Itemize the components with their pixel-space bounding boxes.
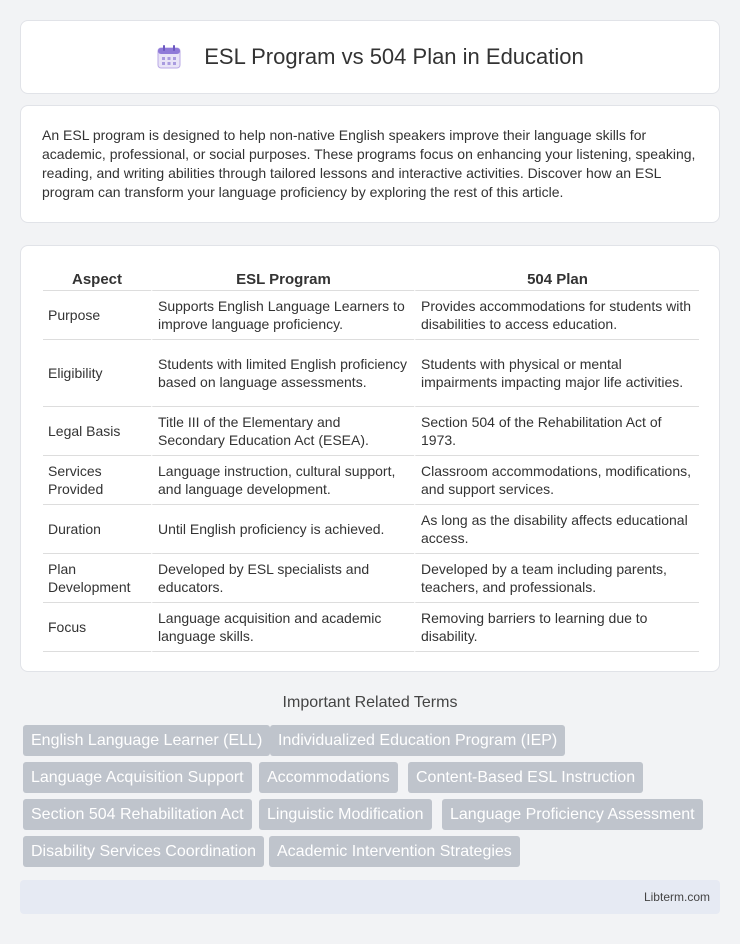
tag-content-based-esl[interactable]: Content-Based ESL Instruction <box>408 762 643 793</box>
cell-aspect: Duration <box>43 505 151 554</box>
tag-linguistic-modification[interactable]: Linguistic Modification <box>259 799 432 830</box>
comparison-table-card <box>20 245 720 672</box>
tag-section-504[interactable]: Section 504 Rehabilitation Act <box>23 799 252 830</box>
cell-aspect: Focus <box>43 603 151 652</box>
cell-aspect: Eligibility <box>43 340 151 407</box>
cell-aspect: Plan Development <box>43 554 151 603</box>
comparison-table <box>43 264 699 652</box>
cell-504-plan: Section 504 of the Rehabilitation Act of 1973. <box>414 407 699 456</box>
intro-text: An ESL program is designed to help non-native English speakers improve their language skills for academic, professional, or social purposes. These programs focus on enhancing your listening, speaking, reading, and writing abilities through tailored lessons and interactive activities. Discover how an ESL program can transform your language proficiency by exploring the rest of this article. <box>42 127 696 200</box>
cell-504-plan: Students with physical or mental impairments impacting major life activities. <box>414 340 699 407</box>
table-row <box>43 291 699 340</box>
intro-card <box>20 105 720 223</box>
cell-esl-program: Students with limited English proficiency based on language assessments. <box>151 340 414 407</box>
cell-esl-program: Until English proficiency is achieved. <box>151 505 414 554</box>
table-row <box>43 505 699 554</box>
tag-accommodations[interactable]: Accommodations <box>259 762 398 793</box>
header-esl-program: ESL Program <box>151 264 414 291</box>
table-row <box>43 554 699 603</box>
cell-esl-program: Supports English Language Learners to improve language proficiency. <box>151 291 414 340</box>
table-header-row <box>43 264 699 291</box>
cell-504-plan: Removing barriers to learning due to disability. <box>414 603 699 652</box>
cell-504-plan: Provides accommodations for students with disabilities to access education. <box>414 291 699 340</box>
tag-language-acquisition[interactable]: Language Acquisition Support <box>23 762 252 793</box>
tag-language-proficiency-assessment[interactable]: Language Proficiency Assessment <box>442 799 703 830</box>
footer-brand[interactable]: Libterm.com <box>643 890 710 904</box>
header-504-plan: 504 Plan <box>414 264 699 291</box>
table-row <box>43 456 699 505</box>
cell-esl-program: Language instruction, cultural support, and language development. <box>151 456 414 505</box>
cell-504-plan: Developed by a team including parents, teachers, and professionals. <box>414 554 699 603</box>
tag-ell[interactable]: English Language Learner (ELL) <box>23 725 270 756</box>
cell-504-plan: Classroom accommodations, modifications, and support services. <box>414 456 699 505</box>
cell-aspect: Purpose <box>43 291 151 340</box>
cell-504-plan: As long as the disability affects educational access. <box>414 505 699 554</box>
table-row <box>43 340 699 407</box>
table-row <box>43 603 699 652</box>
header-aspect: Aspect <box>43 264 151 291</box>
cell-aspect: Legal Basis <box>43 407 151 456</box>
cell-esl-program: Language acquisition and academic language skills. <box>151 603 414 652</box>
footer <box>20 880 720 914</box>
related-terms-title: Important Related Terms <box>282 694 458 711</box>
title-card <box>20 20 720 94</box>
table-row <box>43 407 699 456</box>
tag-academic-intervention[interactable]: Academic Intervention Strategies <box>269 836 520 867</box>
cell-esl-program: Title III of the Elementary and Secondary Education Act (ESEA). <box>151 407 414 456</box>
page-title: ESL Program vs 504 Plan in Education <box>204 44 584 69</box>
tag-iep[interactable]: Individualized Education Program (IEP) <box>270 725 565 756</box>
calendar-icon <box>156 44 182 70</box>
tag-disability-services[interactable]: Disability Services Coordination <box>23 836 264 867</box>
cell-esl-program: Developed by ESL specialists and educators. <box>151 554 414 603</box>
cell-aspect: Services Provided <box>43 456 151 505</box>
